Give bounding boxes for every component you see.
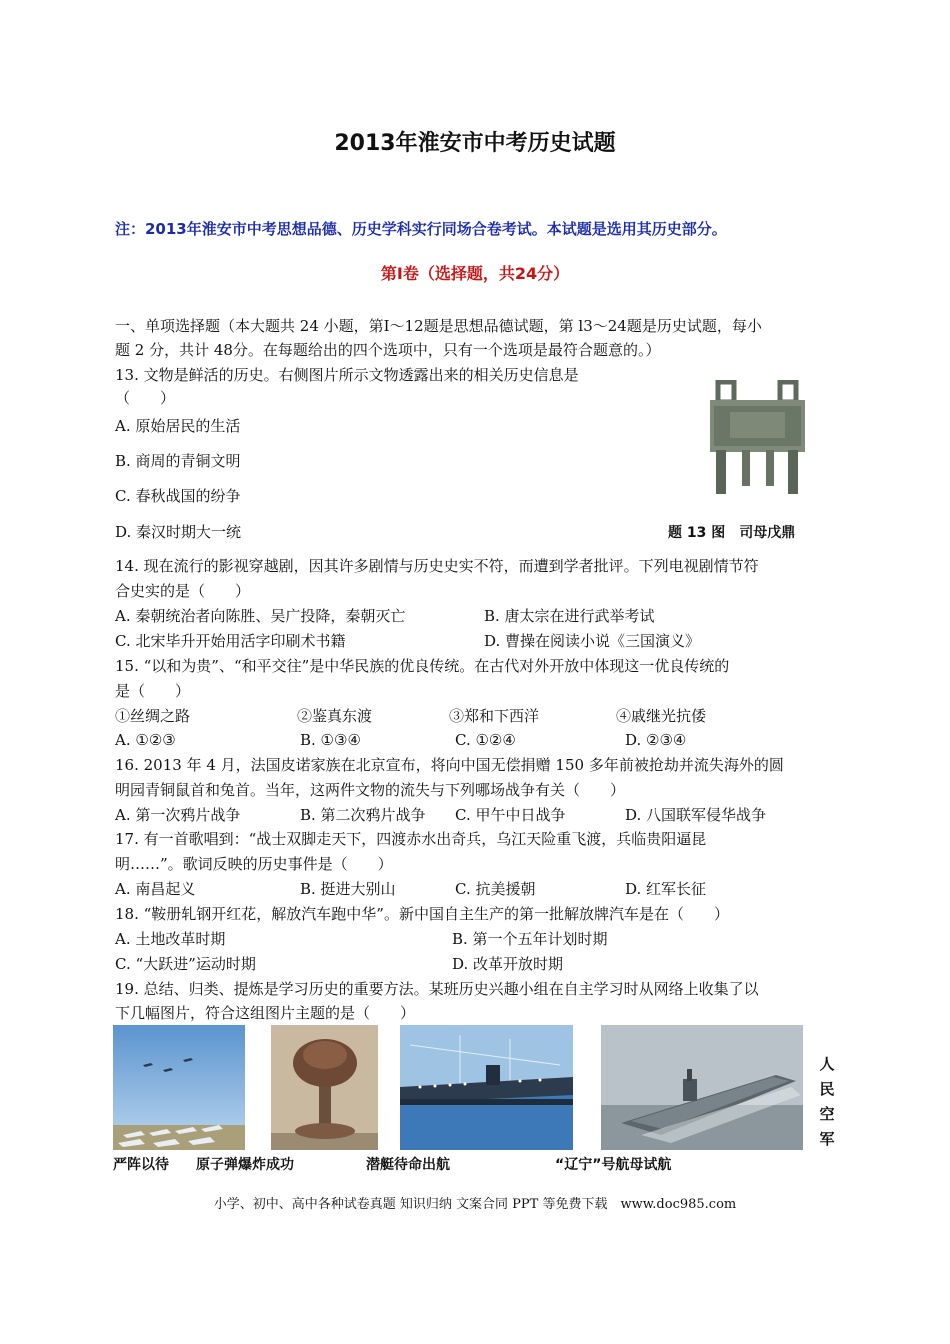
q13-option-a: A. 原始居民的生活 <box>115 417 241 435</box>
q16-line-2: 明园青铜鼠首和兔首。当年，这两件文物的流失与下列哪场战争有关（ ） <box>115 781 626 799</box>
q16-option-c: C. 甲午中日战争 <box>455 806 566 824</box>
q15-item-4: ④戚继光抗倭 <box>616 707 707 725</box>
q17-option-d: D. 红军长征 <box>625 880 707 898</box>
q15-option-a: A. ①②③ <box>115 731 176 749</box>
q18-option-b: B. 第一个五年计划时期 <box>452 930 608 948</box>
q17-line-2: 明……”。歌词反映的历史事件是（ ） <box>115 855 393 873</box>
q16-line-1: 16. 2013 年 4 月，法国皮诺家族在北京宣布，将向中国无偿捐赠 150 多年前被抢劫并流失海外的圆 <box>115 756 784 774</box>
q19-line-1: 19. 总结、归类、提炼是学习历史的重要方法。某班历史兴趣小组在自主学习时从网络上收集了以 <box>115 980 759 998</box>
section-title: 第Ⅰ卷（选择题，共24分） <box>380 264 570 283</box>
q14-option-c: C. 北宋毕升开始用活字印刷术书籍 <box>115 632 346 650</box>
q18-option-c: C. “大跃进”运动时期 <box>115 955 256 973</box>
q19-caption-4: “辽宁”号航母试航 <box>555 1157 672 1173</box>
q15-item-1: ①丝绸之路 <box>115 707 191 725</box>
q15-option-b: B. ①③④ <box>300 731 361 749</box>
q14-option-a: A. 秦朝统治者向陈胜、吴广投降，秦朝灭亡 <box>115 607 406 625</box>
q14-line-2: 合史实的是（ ） <box>115 582 251 600</box>
q16-option-a: A. 第一次鸦片战争 <box>115 806 241 824</box>
q18-option-a: A. 土地改革时期 <box>115 930 226 948</box>
q18-option-d: D. 改革开放时期 <box>452 955 564 973</box>
q15-option-d: D. ②③④ <box>625 731 687 749</box>
page-title: 2013年淮安市中考历史试题 <box>334 131 616 156</box>
q13-stem: 13. 文物是鲜活的历史。右侧图片所示文物透露出来的相关历史信息是 <box>115 366 579 384</box>
q14-option-b: B. 唐太宗在进行武举考试 <box>484 607 655 625</box>
q13-option-b: B. 商周的青铜文明 <box>115 452 241 470</box>
q17-option-b: B. 挺进大别山 <box>300 880 396 898</box>
q15-line-2: 是（ ） <box>115 682 191 700</box>
q15-item-3: ③郑和下西洋 <box>449 707 540 725</box>
q16-option-b: B. 第二次鸦片战争 <box>300 806 426 824</box>
air-force-photo <box>113 1025 245 1150</box>
q15-item-2: ②鉴真东渡 <box>297 707 373 725</box>
q17-option-a: A. 南昌起义 <box>115 880 196 898</box>
q13-paren: （ ） <box>115 389 176 407</box>
aircraft-carrier-photo <box>601 1025 803 1150</box>
q15-option-c: C. ①②④ <box>455 731 516 749</box>
q16-option-d: D. 八国联军侵华战争 <box>625 806 767 824</box>
q19-line-2: 下几幅图片，符合这组图片主题的是（ ） <box>115 1004 416 1022</box>
bronze-ding-image <box>700 380 815 498</box>
q19-caption-2: 原子弹爆炸成功 <box>196 1157 294 1173</box>
instructions-line-2: 题 2 分，共计 48分。在每题给出的四个选项中，只有一个选项是最符合题意的。） <box>115 341 661 359</box>
q13-option-c: C. 春秋战国的纷争 <box>115 487 241 505</box>
q18-line-1: 18. “鞍册轧钢开红花，解放汽车跑中华”。新中国自主生产的第一批解放牌汽车是在（ ） <box>115 905 729 923</box>
q13-option-d: D. 秦汉时期大一统 <box>115 523 242 541</box>
q14-line-1: 14. 现在流行的影视穿越剧，因其许多剧情与历史史实不符，而遭到学者批评。下列电视剧情节符 <box>115 557 759 575</box>
submarine-photo <box>400 1025 573 1150</box>
page-footer: 小学、初中、高中各种试卷真题 知识归纳 文案合同 PPT 等免费下载 www.doc985.com <box>213 1197 737 1212</box>
q15-line-1: 15. “以和为贵”、“和平交往”是中华民族的优良传统。在古代对外开放中体现这一优良传统的 <box>115 657 730 675</box>
q13-caption: 题 13 图 司母戊鼎 <box>668 525 796 541</box>
atomic-bomb-photo <box>271 1025 378 1150</box>
instructions-line-1: 一、单项选择题（本大题共 24 小题，第Ⅰ～12题是思想品德试题，第 l3～24题是历史试题，每小 <box>115 317 762 335</box>
exam-note: 注：2013年淮安市中考思想品德、历史学科实行同场合卷考试。本试题是选用其历史部分。 <box>115 220 727 238</box>
q17-option-c: C. 抗美援朝 <box>455 880 536 898</box>
q19-caption-3: 潜艇待命出航 <box>366 1157 450 1173</box>
q19-caption-1: 严阵以待 <box>113 1157 169 1173</box>
q17-line-1: 17. 有一首歌唱到：“战士双脚走天下，四渡赤水出奇兵，乌江天险重飞渡，兵临贵阳逼昆 <box>115 830 707 848</box>
q14-option-d: D. 曹操在阅读小说《三国演义》 <box>484 632 701 650</box>
q19-side-label: 人民空军 <box>819 1055 835 1148</box>
